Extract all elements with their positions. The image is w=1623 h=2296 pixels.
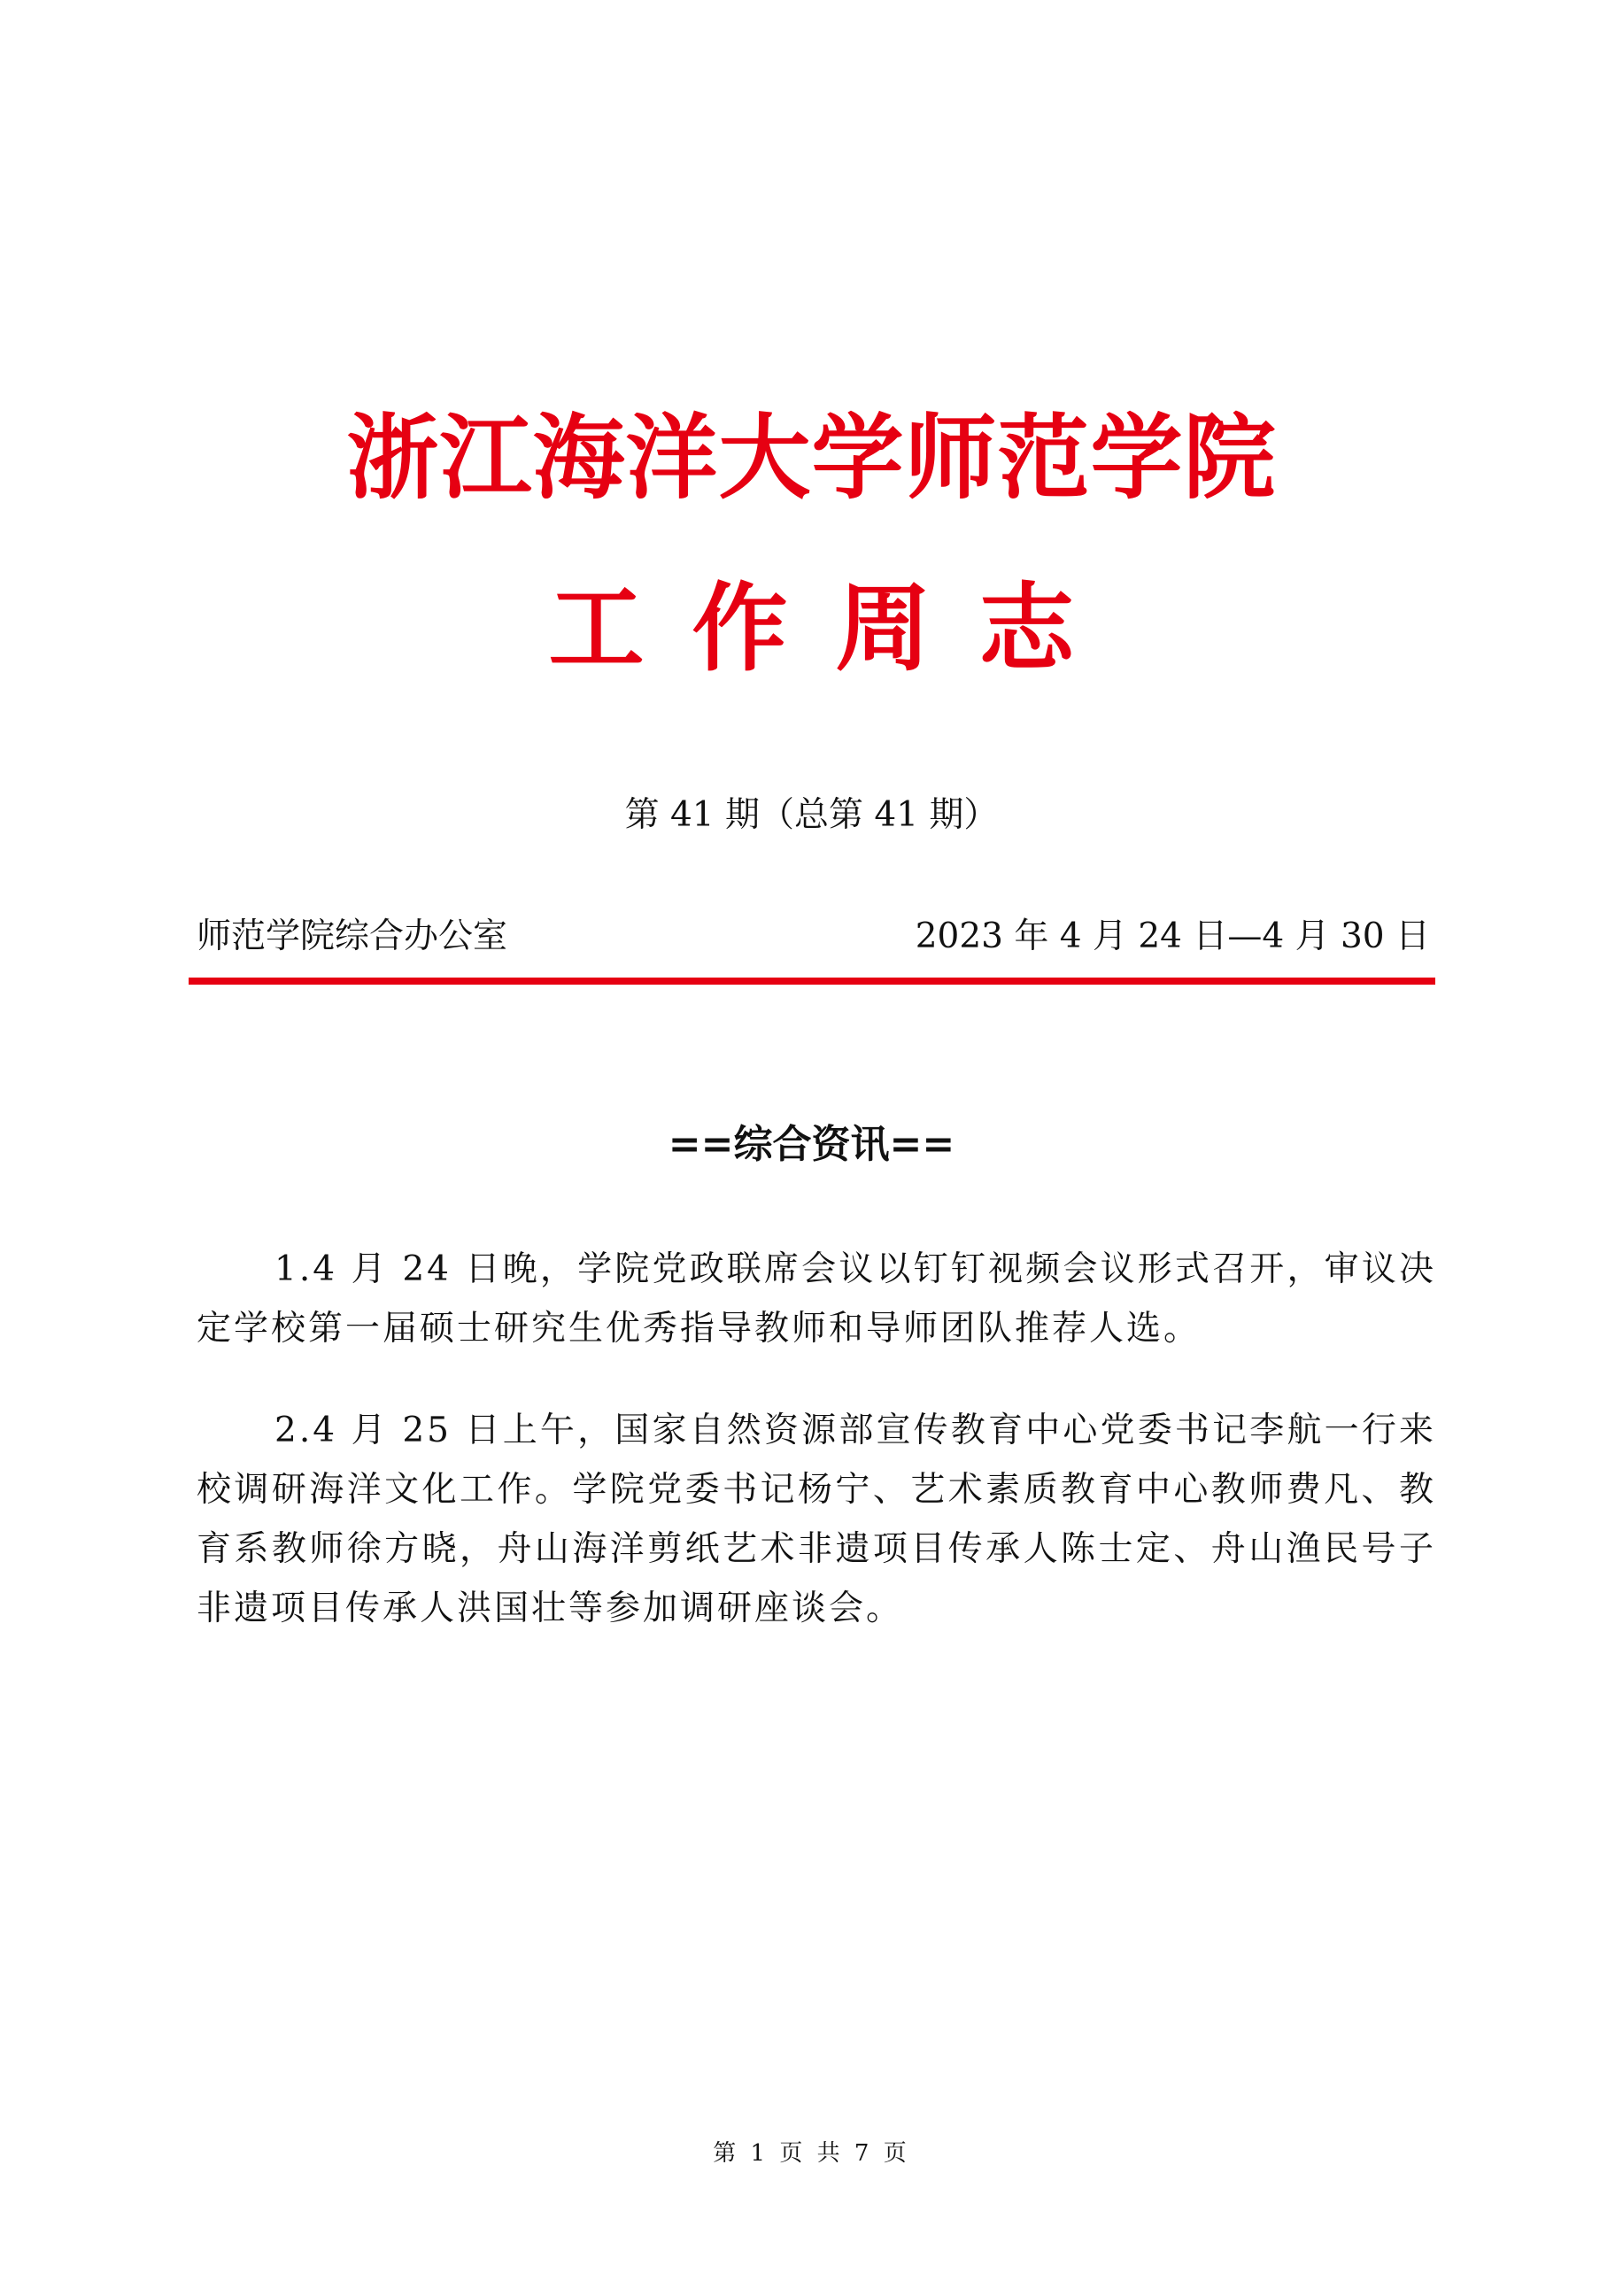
issue-number: 第 41 期（总第 41 期） [624, 795, 999, 835]
header-divider [189, 978, 1435, 985]
page-footer: 第 1 页 共 7 页 [713, 2140, 910, 2167]
news-item-1: 1.4 月 24 日晚，学院党政联席会议以钉钉视频会议形式召开，审议决定学校第一届硕士研究生优秀指导教师和导师团队推荐人选。 [197, 1249, 1436, 1349]
masthead-title: 浙江海洋大学师范学院 [346, 403, 1277, 512]
section-heading: ==综合资讯== [668, 1122, 955, 1167]
masthead-subtitle: 工作周志 [548, 574, 1123, 684]
date-range: 2023 年 4 月 24 日—4 月 30 日 [915, 916, 1430, 956]
news-item-2: 2.4 月 25 日上午，国家自然资源部宣传教育中心党委书记李航一行来校调研海洋文化工作。学院党委书记杨宁、艺术素质教育中心教师费凡、教育系教师徐方晓，舟山海洋剪纸艺术非遗项目传承人陈士定、舟山渔民号子非遗项目传承人洪国壮等参加调研座谈会。 [197, 1411, 1436, 1628]
issuing-office: 师范学院综合办公室 [197, 916, 508, 956]
